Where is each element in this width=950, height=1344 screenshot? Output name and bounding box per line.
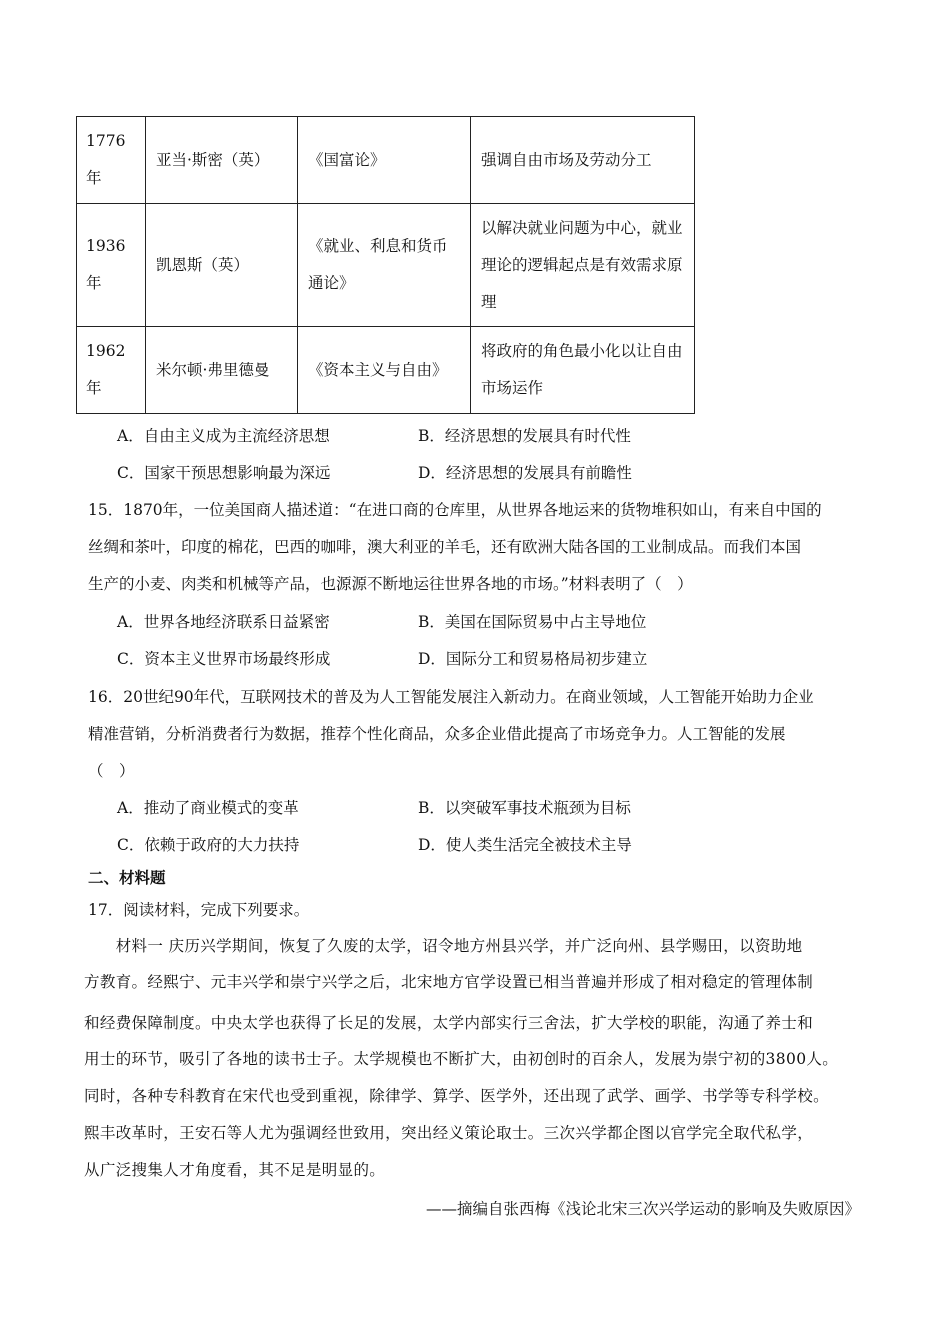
material-line: 方教育。经熙宁、元丰兴学和崇宁兴学之后，北宋地方官学设置已相当普遍并形成了相对稳定的管理体制 (84, 973, 814, 991)
material-line: 熙丰改革时，王安石等人尤为强调经世致用，突出经义策论取士。三次兴学都企图以官学完全取代私学， (84, 1124, 814, 1142)
material-line: 用士的环节，吸引了各地的读书士子。太学规模也不断扩大，由初创时的百余人，发展为崇宁初的3800人。 (84, 1050, 839, 1068)
economic-thought-table (76, 116, 695, 414)
material-line: 材料一 庆历兴学期间，恢复了久废的太学，诏令地方州县兴学，并广泛向州、县学赐田，以资助地 (84, 937, 803, 955)
work-cell: 《就业、利息和货币通论》 (298, 204, 471, 327)
material-source: ——摘编自张西梅《浅论北宋三次兴学运动的影响及失败原因》 (425, 1200, 860, 1218)
table-row (77, 117, 695, 204)
q16-question-line: （ ） (88, 762, 135, 780)
person-cell: 米尔顿·弗里德曼 (146, 327, 298, 414)
q16-option-c[interactable]: C．依赖于政府的大力扶持 (117, 836, 300, 854)
q15-option-d[interactable]: D．国际分工和贸易格局初步建立 (418, 650, 648, 668)
q15-option-c[interactable]: C．资本主义世界市场最终形成 (117, 650, 331, 668)
year-cell: 1962年 (77, 327, 146, 414)
q16-option-d[interactable]: D．使人类生活完全被技术主导 (418, 836, 632, 854)
q17-intro: 17．阅读材料，完成下列要求。 (88, 901, 310, 919)
year-cell: 1776年 (77, 117, 146, 204)
q15-option-a[interactable]: A．世界各地经济联系日益紧密 (117, 613, 330, 631)
q14-option-d[interactable]: D．经济思想的发展具有前瞻性 (418, 464, 632, 482)
q16-question-line: 精准营销，分析消费者行为数据，推荐个性化商品，众多企业借此提高了市场竞争力。人工智能的发展 (88, 725, 786, 743)
person-cell: 凯恩斯（英） (146, 204, 298, 327)
year-cell: 1936年 (77, 204, 146, 327)
person-cell: 亚当·斯密（英） (146, 117, 298, 204)
q14-option-a[interactable]: A．自由主义成为主流经济思想 (117, 427, 330, 445)
material-line: 同时，各种专科教育在宋代也受到重视，除律学、算学、医学外，还出现了武学、画学、书学等专科学校。 (84, 1087, 829, 1105)
q16-option-b[interactable]: B．以突破军事技术瓶颈为目标 (418, 799, 631, 817)
idea-cell: 将政府的角色最小化以让自由市场运作 (471, 327, 695, 414)
table-row (77, 327, 695, 414)
idea-cell: 强调自由市场及劳动分工 (471, 117, 695, 204)
table-row (77, 204, 695, 327)
work-cell: 《资本主义与自由》 (298, 327, 471, 414)
q16-question-line: 16．20世纪90年代，互联网技术的普及为人工智能发展注入新动力。在商业领域，人工智能开始助力企业 (88, 688, 814, 706)
q14-option-b[interactable]: B．经济思想的发展具有时代性 (418, 427, 631, 445)
q15-option-b[interactable]: B．美国在国际贸易中占主导地位 (418, 613, 647, 631)
q15-question-line: 丝绸和茶叶，印度的棉花，巴西的咖啡，澳大利亚的羊毛，还有欧洲大陆各国的工业制成品。而我们本国 (88, 538, 802, 556)
q14-option-c[interactable]: C．国家干预思想影响最为深远 (117, 464, 331, 482)
idea-cell: 以解决就业问题为中心，就业理论的逻辑起点是有效需求原理 (471, 204, 695, 327)
material-line: 从广泛搜集人才角度看，其不足是明显的。 (84, 1161, 386, 1179)
q16-option-a[interactable]: A．推动了商业模式的变革 (117, 799, 299, 817)
material-line: 和经费保障制度。中央太学也获得了长足的发展，太学内部实行三舍法，扩大学校的职能，沟通了养士和 (84, 1014, 814, 1032)
section-title: 二、材料题 (88, 868, 166, 887)
q15-question-line: 生产的小麦、肉类和机械等产品，也源源不断地运往世界各地的市场。”材料表明了（ ） (88, 575, 693, 593)
work-cell: 《国富论》 (298, 117, 471, 204)
q15-question-line: 15．1870年，一位美国商人描述道：“在进口商的仓库里，从世界各地运来的货物堆积如山，有来自中国的 (88, 501, 822, 519)
